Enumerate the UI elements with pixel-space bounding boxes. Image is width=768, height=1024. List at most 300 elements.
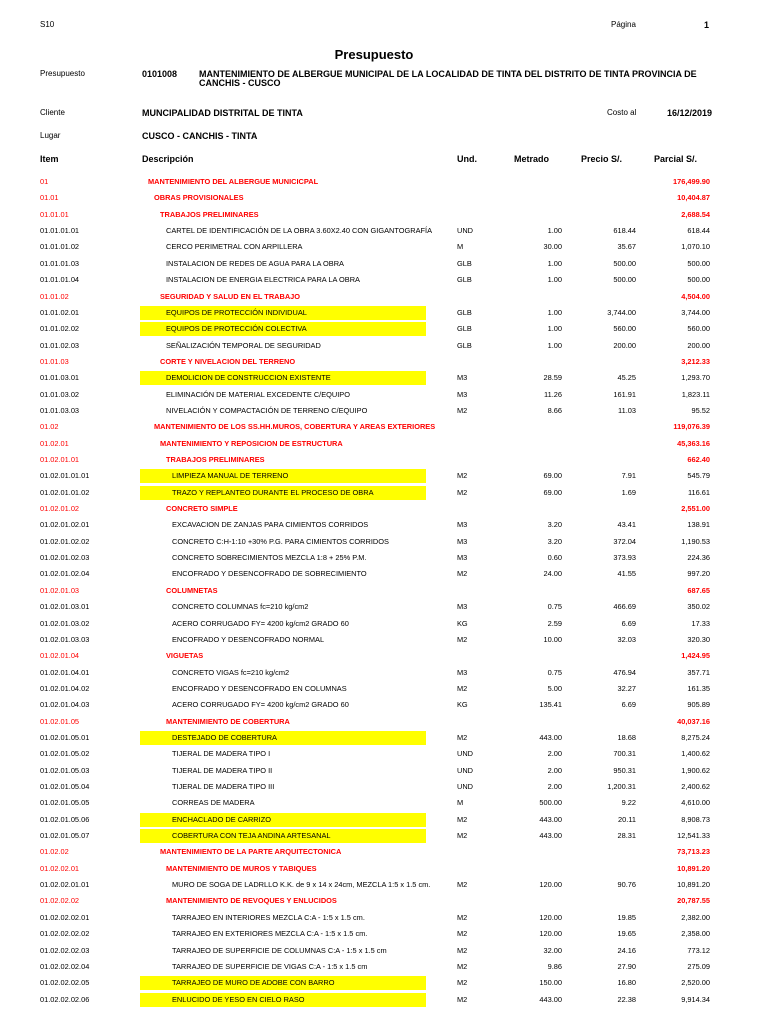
- cell-und: UND: [457, 749, 474, 759]
- table-row: [0, 599, 768, 615]
- cell-descripcion: INSTALACION DE REDES DE AGUA PARA LA OBRA: [166, 258, 344, 268]
- cell-precio: 27.90: [617, 961, 636, 971]
- table-row: [0, 648, 768, 664]
- cell-metrado: 2.00: [547, 765, 562, 775]
- cell-parcial: 20,787.55: [677, 896, 710, 906]
- cell-metrado: 10.00: [543, 634, 562, 644]
- cell-und: GLB: [457, 275, 472, 285]
- column-header-precio: Precio S/.: [581, 154, 623, 164]
- table-row: [0, 746, 768, 762]
- cell-precio: 20.11: [618, 814, 636, 824]
- cell-parcial: 1,070.10: [681, 242, 710, 252]
- table-row: [0, 616, 768, 632]
- cell-parcial: 2,688.54: [681, 209, 710, 219]
- cell-item: 01.02.01.02.02: [40, 536, 90, 546]
- cell-descripcion: CERCO PERIMETRAL CON ARPILLERA: [166, 242, 303, 252]
- cell-parcial: 357.71: [687, 667, 710, 677]
- cell-und: M: [457, 798, 464, 808]
- cell-metrado: 0.75: [547, 667, 562, 677]
- table-row: [0, 812, 768, 828]
- cell-und: M3: [457, 553, 468, 562]
- cell-parcial: 1,400.62: [681, 749, 710, 759]
- table-row: [0, 861, 768, 877]
- cell-parcial: 2,520.00: [681, 978, 710, 988]
- cell-descripcion: MANTENIMIENTO Y REPOSICION DE ESTRUCTURA: [160, 438, 343, 448]
- cell-metrado: 443.00: [539, 831, 562, 840]
- table-row: [0, 517, 768, 533]
- table-row: [0, 926, 768, 942]
- cell-parcial: 320.30: [687, 634, 710, 644]
- cell-item: 01.02.01.04.01: [40, 667, 90, 677]
- cell-item: 01.02.02.02.03: [40, 945, 90, 955]
- cell-descripcion: TIJERAL DE MADERA TIPO I: [172, 749, 271, 759]
- cell-precio: 32.03: [617, 634, 636, 644]
- cell-descripcion: TRABAJOS PRELIMINARES: [166, 455, 265, 464]
- table-row: [0, 795, 768, 811]
- cell-item: 01.01.01.04: [40, 275, 80, 285]
- cell-precio: 1.69: [621, 487, 636, 497]
- cell-metrado: 443.00: [539, 994, 562, 1004]
- column-header-parcial: Parcial S/.: [654, 154, 698, 164]
- costo-date: 16/12/2019: [667, 108, 713, 118]
- cell-item: 01.01.02.03: [40, 340, 80, 350]
- cell-parcial: 3,212.33: [681, 356, 710, 366]
- page-title: Presupuesto: [334, 47, 414, 62]
- cell-item: 01.02: [40, 422, 59, 432]
- cell-und: GLB: [457, 307, 472, 317]
- cell-parcial: 1,424.95: [681, 651, 710, 661]
- cell-metrado: 150.00: [539, 978, 562, 988]
- cell-metrado: 1.00: [547, 258, 562, 268]
- cell-parcial: 687.65: [687, 585, 710, 595]
- cell-descripcion: CONCRETO SIMPLE: [166, 504, 238, 513]
- cell-parcial: 12,541.33: [677, 831, 710, 840]
- cell-descripcion: CARTEL DE IDENTIFICACIÓN DE LA OBRA 3.60X2.40 CON GIGANTOGRAFÍA: [166, 226, 432, 236]
- table-row: [0, 893, 768, 909]
- cell-metrado: 69.00: [543, 471, 562, 481]
- cell-item: 01.02.01.03.02: [40, 618, 90, 628]
- column-header-und: Und.: [457, 154, 477, 164]
- table-row: [0, 403, 768, 419]
- presupuesto-code: 0101008: [142, 69, 178, 79]
- cell-metrado: 443.00: [539, 732, 562, 742]
- cell-und: M3: [457, 373, 468, 383]
- cell-parcial: 8,275.24: [681, 732, 710, 742]
- table-row: [0, 681, 768, 697]
- cell-und: GLB: [457, 258, 472, 268]
- column-header-item: Item: [40, 154, 59, 164]
- table-row: [0, 730, 768, 746]
- table-row: [0, 534, 768, 550]
- cell-precio: 500.00: [613, 275, 636, 285]
- cell-descripcion: MURO DE SOGA DE LADRLLO K.K. de 9 x 14 x 24cm, MEZCLA 1:5 x 1.5 cm.: [172, 880, 431, 890]
- cell-descripcion: ENCHACLADO DE CARRIZO: [172, 814, 271, 824]
- cell-und: M2: [457, 634, 468, 644]
- cell-precio: 466.69: [613, 602, 636, 612]
- cell-item: 01.01.01.03: [40, 258, 80, 268]
- cell-precio: 7.91: [621, 471, 636, 481]
- cell-item: 01.02.01.05.05: [40, 798, 90, 808]
- cell-item: 01.01.01.01: [40, 226, 80, 236]
- cell-descripcion: TARRAJEO DE SUPERFICIE DE COLUMNAS C:A - 1:5 x 1.5 cm: [172, 945, 387, 955]
- cell-descripcion: MANTENIMIENTO DE REVOQUES Y ENLUCIDOS: [166, 896, 337, 906]
- cell-und: GLB: [457, 324, 472, 334]
- cell-und: UND: [457, 765, 474, 775]
- table-row: [0, 959, 768, 975]
- cell-descripcion: OBRAS PROVISIONALES: [154, 193, 244, 203]
- cell-parcial: 17.33: [691, 618, 710, 628]
- cell-parcial: 8,908.73: [681, 814, 710, 824]
- cell-descripcion: CONCRETO C:H-1:10 +30% P.G. PARA CIMIENTOS CORRIDOS: [172, 536, 389, 546]
- cell-item: 01.02.01.04.02: [40, 683, 90, 693]
- cell-descripcion: CORTE Y NIVELACION DEL TERRENO: [160, 356, 296, 366]
- cell-item: 01.02.01.05.02: [40, 749, 90, 759]
- cell-descripcion: ENCOFRADO Y DESENCOFRADO NORMAL: [172, 634, 325, 644]
- cell-metrado: 3.20: [547, 536, 562, 546]
- cell-descripcion: EQUIPOS DE PROTECCIÓN INDIVIDUAL: [166, 307, 307, 317]
- cell-parcial: 4,610.00: [681, 798, 710, 808]
- cell-parcial: 4,504.00: [681, 291, 710, 301]
- presupuesto-description-line2: CANCHIS - CUSCO: [199, 78, 281, 88]
- cell-und: M3: [457, 602, 468, 612]
- cell-item: 01.02.02.01.01: [40, 880, 90, 890]
- cell-parcial: 560.00: [687, 324, 710, 334]
- cell-precio: 90.76: [617, 880, 636, 890]
- cell-descripcion: ACERO CORRUGADO FY= 4200 kg/cm2 GRADO 60: [172, 618, 349, 628]
- cell-und: M2: [457, 945, 468, 955]
- cell-parcial: 618.44: [687, 226, 710, 236]
- cell-descripcion: DEMOLICION DE CONSTRUCCION EXISTENTE: [166, 373, 331, 383]
- cell-item: 01.01: [40, 193, 59, 203]
- table-row: [0, 714, 768, 730]
- cell-parcial: 2,400.62: [681, 782, 710, 791]
- cell-metrado: 443.00: [539, 814, 562, 824]
- report-code: S10: [40, 20, 55, 29]
- cell-und: M2: [457, 487, 468, 497]
- cell-precio: 6.69: [621, 700, 636, 710]
- cell-parcial: 500.00: [687, 258, 710, 268]
- cell-descripcion: TIJERAL DE MADERA TIPO II: [172, 765, 273, 775]
- cell-descripcion: CONCRETO VIGAS fc=210 kg/cm2: [172, 667, 290, 677]
- cell-descripcion: MANTENIMIENTO DE COBERTURA: [166, 716, 290, 726]
- cell-descripcion: EQUIPOS DE PROTECCIÓN COLECTIVA: [166, 324, 307, 334]
- cell-item: 01.02.01.04.03: [40, 700, 90, 710]
- cell-parcial: 3,744.00: [681, 307, 710, 317]
- cell-und: M: [457, 242, 464, 252]
- cell-precio: 560.00: [613, 324, 636, 334]
- costo-label: Costo al: [607, 108, 637, 117]
- table-row: [0, 992, 768, 1008]
- cell-metrado: 3.20: [547, 520, 562, 530]
- cell-descripcion: VIGUETAS: [166, 651, 204, 661]
- cell-und: M2: [457, 732, 468, 742]
- cell-parcial: 10,404.87: [677, 193, 710, 203]
- cell-precio: 618.44: [613, 226, 636, 236]
- cell-und: M3: [457, 536, 468, 546]
- table-row: [0, 387, 768, 403]
- cell-descripcion: CONCRETO COLUMNAS fc=210 kg/cm2: [172, 602, 309, 612]
- cell-precio: 35.67: [617, 242, 636, 252]
- cell-metrado: 120.00: [539, 929, 562, 939]
- cell-descripcion: ELIMINACIÓN DE MATERIAL EXCEDENTE C/EQUIPO: [166, 389, 350, 399]
- cell-item: 01.02.02.02.02: [40, 929, 90, 939]
- cell-descripcion: MANTENIMIENTO DE LOS SS.HH.MUROS, COBERTURA Y AREAS EXTERIORES: [154, 422, 436, 432]
- cell-descripcion: ENLUCIDO DE YESO EN CIELO RASO: [172, 994, 305, 1004]
- cell-und: KG: [457, 618, 468, 628]
- cell-precio: 161.91: [613, 389, 636, 399]
- cell-precio: 950.31: [613, 765, 636, 775]
- lugar-value: CUSCO - CANCHIS - TINTA: [142, 131, 258, 141]
- cell-precio: 372.04: [613, 536, 636, 546]
- cell-metrado: 2.59: [547, 618, 562, 628]
- table-row: [0, 468, 768, 484]
- cell-parcial: 116.61: [687, 487, 710, 497]
- cell-parcial: 275.09: [687, 961, 710, 971]
- cell-und: KG: [457, 700, 468, 710]
- table-row: [0, 174, 768, 190]
- cell-parcial: 773.12: [687, 945, 710, 955]
- cell-und: M2: [457, 683, 468, 693]
- table-row: [0, 566, 768, 582]
- cell-item: 01.02.01.03: [40, 585, 80, 595]
- table-row: [0, 452, 768, 468]
- table-row: [0, 305, 768, 321]
- cell-precio: 3,744.00: [607, 307, 636, 317]
- table-row: [0, 665, 768, 681]
- cell-descripcion: MANTENIMIENTO DEL ALBERGUE MUNICICPAL: [148, 177, 319, 186]
- table-row: [0, 910, 768, 926]
- cell-parcial: 1,293.70: [681, 373, 710, 383]
- cell-item: 01.02.02.01: [40, 863, 80, 873]
- cell-metrado: 28.59: [543, 373, 562, 383]
- cell-und: M3: [457, 389, 468, 399]
- table-row: [0, 632, 768, 648]
- cell-parcial: 10,891.20: [677, 863, 710, 873]
- cell-descripcion: DESTEJADO DE COBERTURA: [172, 732, 277, 742]
- table-row: [0, 289, 768, 305]
- table-row: [0, 877, 768, 893]
- cell-parcial: 224.36: [687, 553, 710, 562]
- table-row: [0, 207, 768, 223]
- cell-und: M2: [457, 405, 468, 415]
- cell-item: 01.02.01.05.04: [40, 782, 90, 791]
- cell-parcial: 500.00: [687, 275, 710, 285]
- cell-descripcion: ENCOFRADO Y DESENCOFRADO DE SOBRECIMIENTO: [172, 569, 367, 579]
- cell-parcial: 200.00: [687, 340, 710, 350]
- cell-metrado: 120.00: [539, 912, 562, 922]
- cell-precio: 373.93: [613, 553, 636, 562]
- cell-metrado: 0.75: [547, 602, 562, 612]
- cell-parcial: 545.79: [687, 471, 710, 481]
- cell-item: 01.02.02.02.01: [40, 912, 90, 922]
- cell-precio: 1,200.31: [607, 782, 636, 791]
- cell-item: 01: [40, 177, 49, 186]
- cell-item: 01.01.01.02: [40, 242, 80, 252]
- cell-item: 01.02.01.03.01: [40, 602, 90, 612]
- cell-descripcion: EXCAVACION DE ZANJAS PARA CIMIENTOS CORRIDOS: [172, 520, 369, 530]
- cell-parcial: 905.89: [687, 700, 710, 710]
- cell-precio: 19.65: [617, 929, 636, 939]
- cell-parcial: 176,499.90: [673, 177, 710, 186]
- cell-precio: 19.85: [617, 912, 636, 922]
- cell-item: 01.02.01.02.01: [40, 520, 90, 530]
- cell-item: 01.02.01.01.01: [40, 471, 90, 481]
- cell-parcial: 95.52: [691, 405, 710, 415]
- cell-descripcion: TARRAJEO EN EXTERIORES MEZCLA C:A - 1:5 x 1.5 cm.: [172, 929, 368, 939]
- cell-parcial: 350.02: [687, 602, 710, 612]
- cell-metrado: 11.26: [544, 389, 562, 399]
- cell-descripcion: LIMPIEZA MANUAL DE TERRENO: [172, 471, 289, 481]
- cell-precio: 6.69: [621, 618, 636, 628]
- cell-descripcion: NIVELACIÓN Y COMPACTACIÓN DE TERRENO C/EQUIPO: [166, 405, 368, 415]
- cell-item: 01.02.01.02.04: [40, 569, 90, 579]
- cell-und: M2: [457, 961, 468, 971]
- lugar-label: Lugar: [40, 131, 61, 140]
- cell-item: 01.02.01.05.03: [40, 765, 90, 775]
- table-row: [0, 583, 768, 599]
- cell-item: 01.02.01.05: [40, 716, 80, 726]
- cell-parcial: 73,713.23: [677, 847, 710, 857]
- cell-parcial: 9,914.34: [681, 994, 710, 1004]
- cell-metrado: 120.00: [539, 880, 562, 890]
- table-row: [0, 828, 768, 844]
- cell-descripcion: TIJERAL DE MADERA TIPO III: [172, 782, 275, 791]
- table-row: [0, 272, 768, 288]
- cell-descripcion: COLUMNETAS: [166, 585, 218, 595]
- cell-parcial: 119,076.39: [673, 422, 710, 432]
- cell-item: 01.01.03.01: [40, 373, 80, 383]
- table-row: [0, 975, 768, 991]
- table-row: [0, 436, 768, 452]
- table-row: [0, 943, 768, 959]
- cell-descripcion: TRABAJOS PRELIMINARES: [160, 209, 259, 219]
- cell-item: 01.02.01: [40, 438, 69, 448]
- cell-item: 01.02.01.04: [40, 651, 80, 661]
- cell-descripcion: MANTENIMIENTO DE MUROS Y TABIQUES: [166, 863, 317, 873]
- presupuesto-description-line1: MANTENIMIENTO DE ALBERGUE MUNICIPAL DE LA LOCALIDAD DE TINTA DEL DISTRITO DE TINTA PROVINCIA DE: [199, 69, 697, 79]
- cell-und: M2: [457, 831, 468, 840]
- cell-parcial: 161.35: [687, 683, 710, 693]
- cell-und: GLB: [457, 340, 472, 350]
- cell-descripcion: COBERTURA CON TEJA ANDINA ARTESANAL: [172, 831, 331, 840]
- cell-descripcion: CONCRETO SOBRECIMIENTOS MEZCLA 1:8 + 25% P.M.: [172, 553, 367, 562]
- cell-metrado: 24.00: [543, 569, 562, 579]
- cell-und: UND: [457, 782, 474, 791]
- table-row: [0, 485, 768, 501]
- cell-item: 01.01.03.03: [40, 405, 80, 415]
- cell-metrado: 0.60: [547, 553, 562, 562]
- cell-und: M2: [457, 814, 468, 824]
- cell-precio: 9.22: [621, 798, 636, 808]
- cell-precio: 18.68: [617, 732, 636, 742]
- cell-precio: 43.41: [617, 520, 636, 530]
- cell-item: 01.02.01.02: [40, 504, 80, 513]
- cell-und: M3: [457, 667, 468, 677]
- cell-und: M3: [457, 520, 468, 530]
- cell-item: 01.01.03: [40, 356, 69, 366]
- cell-precio: 28.31: [617, 831, 636, 840]
- cell-metrado: 8.66: [547, 405, 562, 415]
- cell-und: M2: [457, 471, 468, 481]
- table-row: [0, 190, 768, 206]
- cell-descripcion: TARRAJEO DE MURO DE ADOBE CON BARRO: [172, 978, 335, 988]
- cell-metrado: 1.00: [547, 324, 562, 334]
- cell-item: 01.02.01.03.03: [40, 634, 90, 644]
- cell-parcial: 45,363.16: [677, 438, 710, 448]
- cell-precio: 41.55: [617, 569, 636, 579]
- table-row: [0, 697, 768, 713]
- cell-und: M2: [457, 929, 468, 939]
- cell-item: 01.01.01: [40, 209, 69, 219]
- cell-item: 01.02.02.02.05: [40, 978, 90, 988]
- cell-descripcion: ENCOFRADO Y DESENCOFRADO EN COLUMNAS: [172, 683, 347, 693]
- cell-metrado: 32.00: [543, 945, 562, 955]
- cell-precio: 500.00: [613, 258, 636, 268]
- cell-descripcion: MANTENIMIENTO DE LA PARTE ARQUITECTONICA: [160, 847, 342, 857]
- cell-und: M2: [457, 978, 468, 988]
- page-label: Página: [611, 20, 636, 29]
- cell-item: 01.02.02.02.04: [40, 961, 90, 971]
- cell-parcial: 138.91: [687, 520, 710, 530]
- table-row: [0, 338, 768, 354]
- cell-descripcion: SEGURIDAD Y SALUD EN EL TRABAJO: [160, 291, 301, 301]
- cell-und: UND: [457, 226, 474, 236]
- cell-metrado: 30.00: [543, 242, 562, 252]
- cell-precio: 16.80: [617, 978, 636, 988]
- cell-parcial: 1,900.62: [681, 765, 710, 775]
- cell-precio: 700.31: [613, 749, 636, 759]
- cell-precio: 32.27: [617, 683, 636, 693]
- cell-descripcion: TRAZO Y REPLANTEO DURANTE EL PROCESO DE OBRA: [172, 487, 374, 497]
- cell-precio: 45.25: [617, 373, 636, 383]
- cell-item: 01.02.01.01: [40, 455, 80, 464]
- cell-descripcion: TARRAJEO EN INTERIORES MEZCLA C:A - 1:5 x 1.5 cm.: [172, 912, 365, 922]
- cell-und: M2: [457, 994, 468, 1004]
- presupuesto-label: Presupuesto: [40, 69, 85, 78]
- cell-item: 01.02.02.02.06: [40, 994, 90, 1004]
- cell-metrado: 500.00: [539, 798, 562, 808]
- table-row: [0, 256, 768, 272]
- cell-descripcion: TARRAJEO DE SUPERFICIE DE VIGAS C:A - 1:5 x 1.5 cm: [172, 961, 368, 971]
- cell-metrado: 69.00: [543, 487, 562, 497]
- cell-descripcion: INSTALACION DE ENERGIA ELECTRICA PARA LA OBRA: [166, 275, 360, 285]
- cell-und: M2: [457, 569, 468, 579]
- cell-parcial: 10,891.20: [677, 880, 710, 890]
- cell-metrado: 2.00: [547, 782, 562, 791]
- table-row: [0, 419, 768, 435]
- cell-metrado: 1.00: [547, 340, 562, 350]
- cliente-value: MUNCIPALIDAD DISTRITAL DE TINTA: [142, 108, 303, 118]
- cell-item: 01.02.01.01.02: [40, 487, 90, 497]
- table-row: [0, 550, 768, 566]
- table-row: [0, 501, 768, 517]
- table-row: [0, 223, 768, 239]
- cell-metrado: 2.00: [547, 749, 562, 759]
- cell-item: 01.01.02: [40, 291, 69, 301]
- table-row: [0, 763, 768, 779]
- page-number: 1: [704, 20, 710, 30]
- table-row: [0, 779, 768, 795]
- cell-item: 01.01.02.02: [40, 324, 80, 334]
- cell-metrado: 1.00: [547, 226, 562, 236]
- cell-descripcion: CORREAS DE MADERA: [172, 798, 255, 808]
- cell-item: 01.02.01.05.01: [40, 732, 90, 742]
- cell-parcial: 40,037.16: [677, 716, 710, 726]
- cell-parcial: 1,190.53: [681, 536, 710, 546]
- cell-parcial: 2,382.00: [681, 912, 710, 922]
- table-row: [0, 239, 768, 255]
- cell-precio: 24.16: [617, 945, 636, 955]
